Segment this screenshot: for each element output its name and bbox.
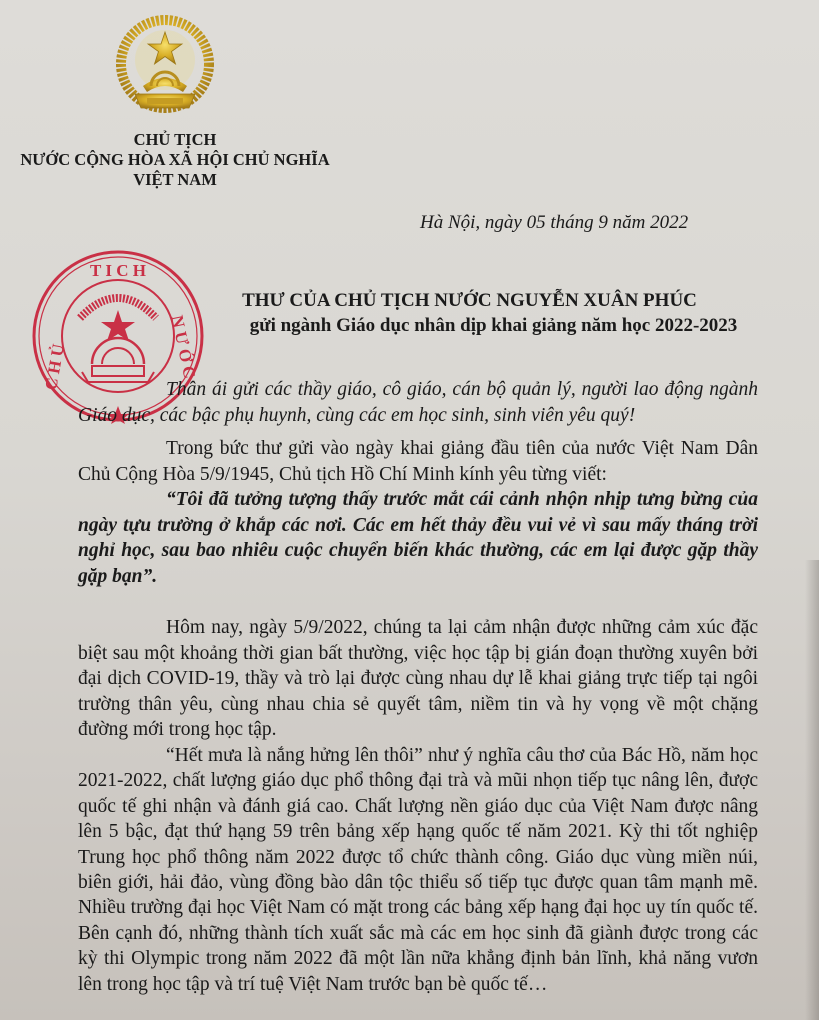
svg-text:T I C H: T I C H (90, 261, 146, 280)
page-shadow (805, 560, 819, 1020)
header-line-3: VIỆT NAM (133, 170, 217, 189)
letter-title (0, 288, 819, 338)
header-line-2: NƯỚC CỘNG HÒA XÃ HỘI CHỦ NGHĨA (20, 150, 330, 169)
header-line-1: CHỦ TỊCH (133, 130, 217, 149)
greeting-paragraph: Thân ái gửi các thầy giáo, cô giáo, cán bộ quản lý, người lao động ngành Giáo dục, các bậc phụ huynh, cùng các em học sinh, sinh viên yêu quý! (78, 379, 758, 426)
issuer-header (0, 130, 350, 190)
title-line-2: gửi ngành Giáo dục nhân dịp khai giảng năm học 2022-2023 (249, 315, 738, 336)
title-line-1: THƯ CỦA CHỦ TỊCH NƯỚC NGUYỄN XUÂN PHÚC (242, 290, 697, 311)
paragraph-3: “Hết mưa là nắng hửng lên thôi” như ý nghĩa câu thơ của Bác Hồ, năm học 2021-2022, chất lượng giáo dục phổ thông đại trà và mũi nhọn tiếp tục nâng lên, được quốc tế ghi nhận và đánh giá cao. Chất lượng nền giáo dục của Việt Nam được nâng lên 5 bậc, đạt thứ hạng 59 trên bảng xếp hạng quốc tế năm 2021. Kỳ thi tốt nghiệp Trung học phổ thông năm 2022 được tổ chức thành công. Giáo dục vùng miền núi, biên giới, hải đảo, vùng đồng bào dân tộc thiểu số tiếp tục được quan tâm mạnh mẽ. Nhiều trường đại học Việt Nam có mặt trong các bảng xếp hạng đại học uy tín quốc tế. Bên cạnh đó, những thành tích xuất sắc mà các em học sinh đã giành được trong các kỳ thi Olympic trong năm 2022 đã một lần nữa khẳng định bản lĩnh, khả năng vươn lên trong học tập và trí tuệ Việt Nam trước bạn bè quốc tế… (78, 745, 758, 995)
svg-text:C H Ủ: C H Ủ (41, 342, 68, 392)
date-line: Hà Nội, ngày 05 tháng 9 năm 2022 (420, 212, 689, 233)
paragraph-1: Trong bức thư gửi vào ngày khai giảng đầu tiên của nước Việt Nam Dân Chủ Cộng Hòa 5/9/1945, Chủ tịch Hồ Chí Minh kính yêu từng viết: (78, 438, 758, 485)
ho-chi-minh-quote: “Tôi đã tưởng tượng thấy trước mắt cái cảnh nhộn nhịp tưng bừng của ngày tựu trường ở khắp các nơi. Các em hết thảy đều vui vẻ vì sau mấy tháng trời nghỉ học, sau bao nhiêu cuộc chuyển biến khác thường, các em lại được gặp thầy gặp bạn”. (78, 489, 758, 587)
national-emblem-icon (113, 14, 217, 120)
svg-text:N Ư Ớ C: N Ư Ớ C (167, 313, 200, 381)
paragraph-2: Hôm nay, ngày 5/9/2022, chúng ta lại cảm nhận được những cảm xúc đặc biệt sau một khoảng thời gian bất thường, việc học tập bị gián đoạn thường xuyên bởi đại dịch COVID-19, thầy và trò lại được cùng nhau dự lễ khai giảng trực tiếp tại ngôi trường thân yêu, cùng nhau chia sẻ quyết tâm, niềm tin và hy vọng về một chặng đường mới trong học tập. (78, 617, 758, 740)
